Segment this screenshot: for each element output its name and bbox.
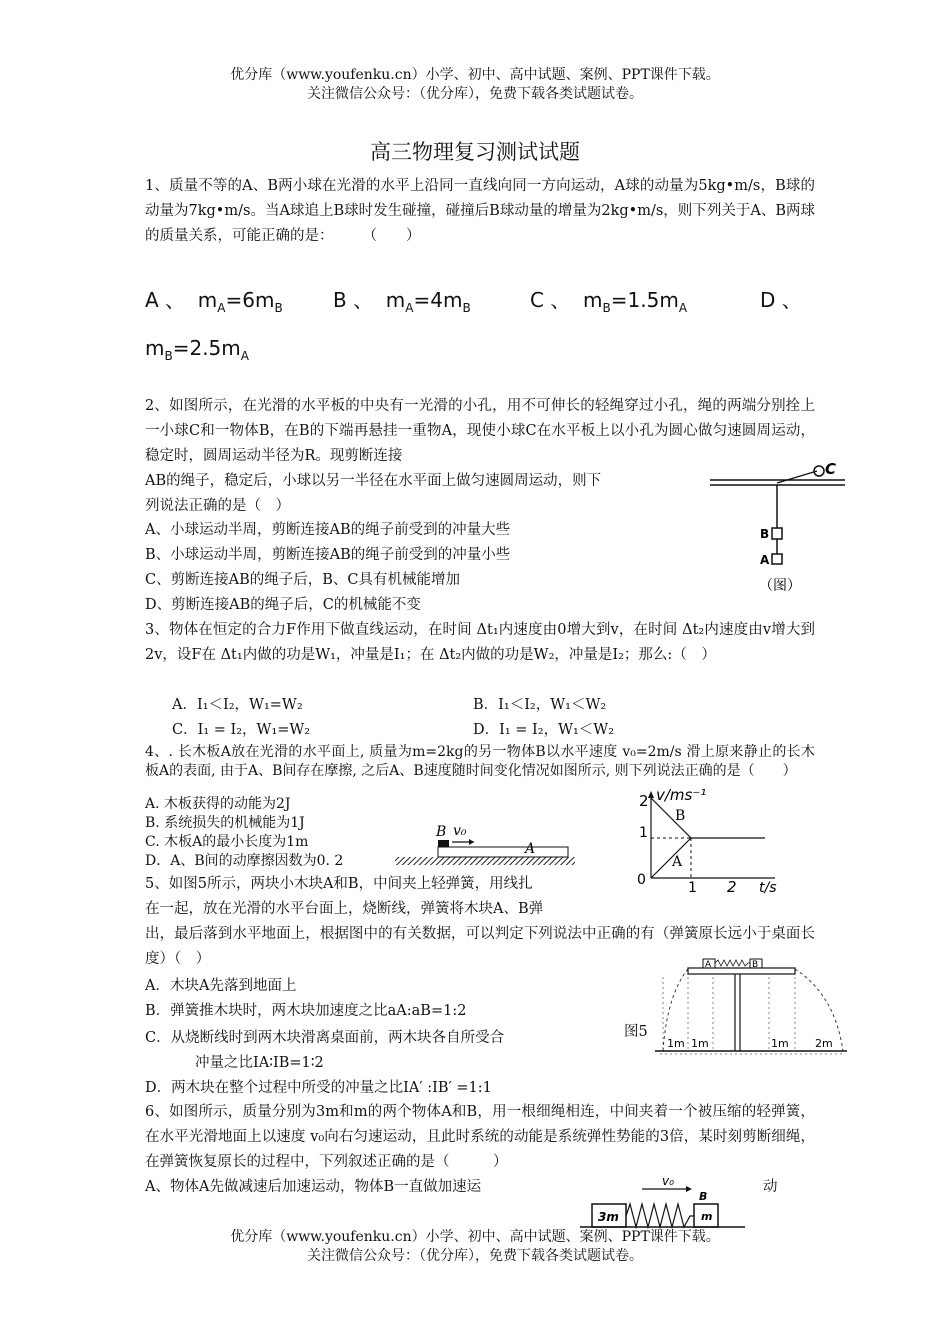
q1-option-a: A 、 $m_A=6m_B$ <box>145 288 283 315</box>
graph-tick-origin: 0 <box>637 872 646 888</box>
graph-label-b: B <box>675 808 686 824</box>
q5-option-d: D．两木块在整个过程中所受的冲量之比IA′ :IB′ =1:1 <box>145 1080 492 1096</box>
q2-figure-caption: （图） <box>759 578 801 594</box>
footer-line-1: 优分库（www.youfenku.cn）小学、初中、高中试题、案例、PPT课件下载。 <box>230 1229 720 1245</box>
q5-distance-3: 1m <box>771 1037 789 1050</box>
page-title: 高三物理复习测试试题 <box>370 140 580 164</box>
q5-stem-3: 出，最后落到水平地面上，根据图中的有关数据，可以判定下列说法中正确的有（弹簧原长远小于桌面长度）（ ） <box>145 926 815 967</box>
q5-option-c-line-1: C．从烧断线时到两木块滑离桌面前，两木块各自所受合 <box>145 1030 505 1046</box>
header-line-1: 优分库（www.youfenku.cn）小学、初中、高中试题、案例、PPT课件下载。 <box>230 67 720 83</box>
q5-distance-2: 1m <box>691 1037 709 1050</box>
graph-label-a: A <box>672 854 683 870</box>
q2-option-b: B、小球运动半周，剪断连接AB的绳子前受到的冲量小些 <box>145 547 511 563</box>
q2-figure-label-c: C <box>825 460 837 478</box>
graph-line-a <box>651 838 691 878</box>
q3-option-d: D．I₁ = I₂，W₁＜W₂ <box>473 722 615 738</box>
graph-tick-x2: 2 <box>727 878 737 895</box>
q1-option-d: $m_B=2.5m_A$ <box>145 336 249 363</box>
q5-figure <box>655 955 850 1055</box>
q5-figure-label-b: B <box>752 960 759 970</box>
q3-option-a: A．I₁＜I₂，W₁=W₂ <box>172 697 303 713</box>
q6-block-a-label: 3m <box>598 1210 619 1224</box>
q2-figure-label-b: B <box>760 527 770 541</box>
q4-velocity-graph <box>630 783 790 895</box>
q5-stem-1: 5、如图5所示，两块小木块A和B，中间夹上轻弹簧，用线扎 <box>145 876 533 892</box>
q6-stem: 6、如图所示，质量分别为3m和m的两个物体A和B，用一根细绳相连，中间夹着一个被压缩的轻弹簧，在水平光滑地面上以速度 v₀向右匀速运动，且此时系统的动能是系统弹性势能的3倍，某时刻剪断细绳，在弹簧恢复原长的过程中，下列叙述正确的是（ ） <box>145 1104 815 1170</box>
q5-option-c-line-2: 冲量之比IA∶IB=1∶2 <box>195 1055 324 1071</box>
header-line-2: 关注微信公众号：（优分库），免费下载各类试题试卷。 <box>307 86 643 102</box>
q4-option-b: B. 系统损失的机械能为1J <box>145 815 305 831</box>
graph-tick-y1: 1 <box>639 825 648 841</box>
graph-y-label: v/ms⁻¹ <box>656 786 707 804</box>
q5-stem-2: 在一起，放在光滑的水平台面上，烧断线，弹簧将木块A、B弹 <box>145 901 544 917</box>
q5-option-a: A．木块A先落到地面上 <box>145 978 297 994</box>
q2-option-a: A、小球运动半周，剪断连接AB的绳子前受到的冲量大些 <box>145 522 511 538</box>
graph-tick-x1: 1 <box>688 880 697 895</box>
q5-figure-caption: 图5 <box>624 1024 648 1040</box>
q6-option-a-line-2: 动 <box>763 1179 778 1195</box>
q4-board-label-a: A <box>525 841 536 857</box>
q1-stem: 1、质量不等的A、B两小球在光滑的水平上沿同一直线向同一方向运动，A球的动量为5kg•m/s，B球的动量为7kg•m/s。当A球追上B球时发生碰撞，碰撞后B球动量的增量为2kg•m/s，则下列关于A、B两球的质量关系，可能正确的是： （ ） <box>145 178 815 244</box>
q5-distance-4: 2m <box>815 1037 833 1050</box>
q6-option-a-line-1: A、物体A先做减速后加速运动，物体B一直做加速运 <box>145 1179 482 1195</box>
q2-stem-2: AB的绳子，稳定后，小球以另一半径在水平面上做匀速圆周运动，则下 <box>145 473 602 489</box>
q3-option-b: B．I₁＜I₂，W₁＜W₂ <box>473 697 607 713</box>
q6-label-v0: v₀ <box>662 1174 674 1188</box>
q3-stem: 3、物体在恒定的合力F作用下做直线运动，在时间 Δt₁内速度由0增大到v，在时间 Δt₂内速度由v增大到2v，设F在 Δt₁内做的功是W₁，冲量是I₁；在 Δt₂内做的功是W₂，冲量是I₂；那么:（ ） <box>145 622 815 663</box>
q2-stem-1: 2、如图所示，在光滑的水平板的中央有一光滑的小孔，用不可伸长的轻绳穿过小孔，绳的两端分别拴上一小球C和一物体B，在B的下端再悬挂一重物A，现使小球C在水平板上以小孔为圆心做匀速圆周运动，稳定时，圆周运动半径为R。现剪断连接 <box>145 398 815 464</box>
q4-board-label-v0: v₀ <box>453 823 467 839</box>
q2-figure <box>705 458 850 598</box>
q4-board-figure <box>390 820 580 870</box>
q5-distance-1: 1m <box>667 1037 685 1050</box>
q4-option-c: C. 木板A的最小长度为1m <box>145 834 309 850</box>
q2-option-c: C、剪断连接AB的绳子后，B、C具有机械能增加 <box>145 572 460 588</box>
q2-stem-3: 列说法正确的是（ ） <box>145 498 290 514</box>
q1-option-c: C 、 $m_B=1.5m_A$ <box>530 288 688 315</box>
q5-figure-label-a: A <box>705 960 712 970</box>
q4-option-d: D．A、B间的动摩擦因数为0. 2 <box>145 853 344 869</box>
q2-option-d: D、剪断连接AB的绳子后，C的机械能不变 <box>145 597 421 613</box>
q1-option-b: B 、 $m_A=4m_B$ <box>333 288 471 315</box>
footer-line-2: 关注微信公众号：（优分库），免费下载各类试题试卷。 <box>307 1248 643 1264</box>
q6-block-b-label: m <box>701 1210 713 1223</box>
q4-board-label-b: B <box>436 824 447 840</box>
q6-label-b: B <box>699 1190 708 1203</box>
q2-figure-label-a: A <box>760 553 770 567</box>
q6-figure <box>580 1172 750 1230</box>
q4-stem: 4、. 长木板A放在光滑的水平面上, 质量为m=2kg的另一物体B以水平速度 v₀=2m/s 滑上原来静止的长木板A的表面, 由于A、B间存在摩擦, 之后A、B速度随时间变化情况如图所示, 则下列说法正确的是（ ） <box>145 744 815 779</box>
graph-tick-y2: 2 <box>639 792 649 810</box>
q3-option-c: C．I₁ = I₂，W₁=W₂ <box>172 722 311 738</box>
q5-option-b: B．弹簧推木块时，两木块加速度之比aA:aB=1:2 <box>145 1003 467 1019</box>
graph-x-label: t/s <box>759 880 777 895</box>
q4-option-a: A. 木板获得的动能为2J <box>145 796 291 812</box>
q1-option-d-prefix: D 、 <box>760 288 802 312</box>
